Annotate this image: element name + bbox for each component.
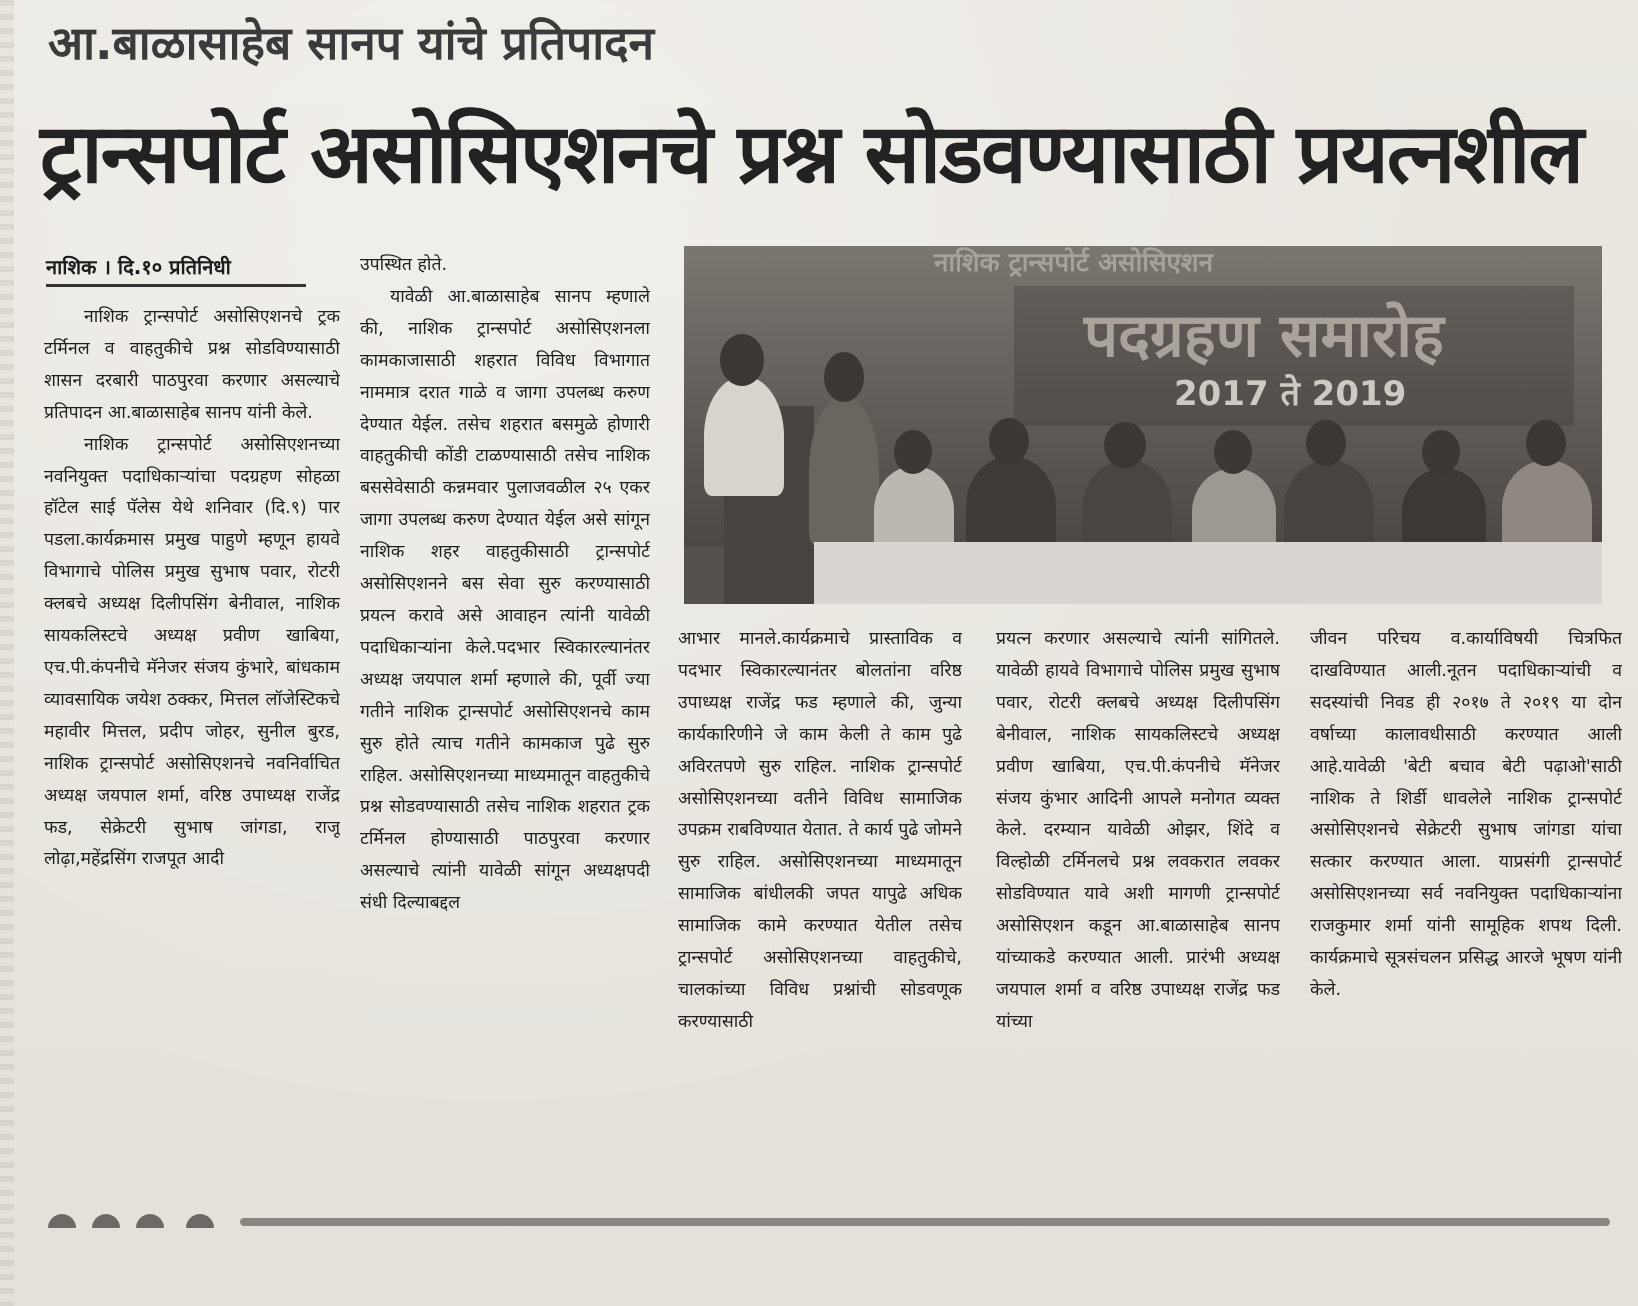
paragraph: नाशिक ट्रान्सपोर्ट असोसिएशनच्या नवनियुक्त पदाधिकाऱ्यांचा पदग्रहण सोहळा हॉटेल साई पॅलेस येथे शनिवार (दि.९) पार पडला.कार्यक्रमास प्रमुख पाहुणे म्हणून हायवे विभागाचे पोलिस प्रमुख सुभाष पवार, रोटरी क्लबचे अध्यक्ष दिलीपसिंग बेनीवाल, नाशिक सायकलिस्टचे अध्यक्ष प्रवीण खाबिया, एच.पी.कंपनीचे मॅनेजर संजय कुंभारे, बांधकाम व्यावसायिक जयेश ठक्कर, मित्तल लॉजेस्टिकचे महावीर मित्तल, प्रदीप जोहर, सुनील बुरड, नाशिक ट्रान्सपोर्ट असोसिएशनचे नवनिर्वाचित अध्यक्ष जयपाल शर्मा, वरिष्ठ उपाध्यक्ष राजेंद्र फड, सेक्रेटरी सुभाष जांगडा, राजू लोढ़ा,महेंद्रसिंग राजपूत आदी — [44, 434, 340, 870]
paragraph: प्रयत्न करणार असल्याचे त्यांनी सांगितले. यावेळी हायवे विभागाचे पोलिस प्रमुख सुभाष पवार, रोटरी क्लबचे अध्यक्ष दिलीपसिंग बेनीवाल, नाशिक सायकलिस्टचे अध्यक्ष प्रवीण खाबिया, एच.पी.कंपनीचे मॅनेजर संजय कुंभार आदिनी आपले मनोगत व्यक्त केले. दरम्यान यावेळी ओझर, शिंदे व विल्होळी टर्मिनलचे प्रश्न लवकरात लवकर सोडविण्यात यावे अशी मागणी ट्रान्सपोर्ट असोसिएशन कडून आ.बाळासाहेब सानप यांच्याकडे करण्यात आली. प्रारंभी अध्यक्ष जयपाल शर्मा व वरिष्ठ उपाध्यक्ष राजेंद्र फड यांच्या — [996, 629, 1280, 1032]
seated-guest-head — [1214, 430, 1252, 474]
speaker-head — [720, 334, 764, 386]
article-column-2 — [360, 250, 650, 1190]
article-headline: ट्रान्सपोर्ट असोसिएशनचे प्रश्न सोडवण्यासाठी प्रयत्नशील — [40, 107, 1582, 202]
event-photo — [684, 246, 1602, 604]
seated-guest-head — [1306, 420, 1346, 466]
guest-figure — [809, 396, 879, 546]
speaker-figure — [704, 376, 784, 496]
article-column-3 — [678, 624, 962, 1194]
footer-dot — [48, 1214, 76, 1228]
banner-years: 2017 ते 2019 — [1174, 374, 1407, 414]
seated-guest-head — [1104, 422, 1146, 468]
banner-title: पदग्रहण समारोह — [1084, 301, 1444, 371]
article-byline: नाशिक । दि.१० प्रतिनिधी — [46, 250, 306, 287]
footer-line — [240, 1218, 1610, 1226]
seated-guest-head — [894, 430, 932, 474]
banner-organization: नाशिक ट्रान्सपोर्ट असोसिएशन — [934, 248, 1214, 278]
paragraph: जीवन परिचय व.कार्याविषयी चित्रफित दाखविण्यात आली.नूतन पदाधिकाऱ्यांची व सदस्यांची निवड ही २०१७ ते २०१९ या दोन वर्षाच्या कालावधीसाठी करण्यात आली आहे.यावेळी 'बेटी बचाव बेटी पढ़ाओ'साठी नाशिक ते शिर्डी धावलेले नाशिक ट्रान्सपोर्ट असोसिएशनचे सेक्रेटरी सुभाष जांगडा यांचा सत्कार करण्यात आला. याप्रसंगी ट्रान्सपोर्ट असोसिएशनच्या सर्व नवनियुक्त पदाधिकाऱ्यांना राजकुमार शर्मा यांनी सामूहिक शपथ दिली. कार्यक्रमाचे सूत्रसंचलन प्रसिद्ध आरजे भूषण यांनी केले. — [1310, 629, 1622, 1000]
seated-guest-head — [989, 418, 1029, 464]
seated-guest-head — [1526, 420, 1566, 466]
seated-guest — [966, 456, 1056, 556]
stage-table — [814, 542, 1602, 604]
paragraph: यावेळी आ.बाळासाहेब सानप म्हणाले की, नाशिक ट्रान्सपोर्ट असोसिएशनला कामकाजासाठी शहरात विविध विभागात नाममात्र दरात गाळे व जागा उपलब्ध करुण देण्यात येईल. तसेच शहरात बसमुळे होणारी वाहतुकीची कोंडी टाळण्यासाठी तसेच नाशिक बससेवेसाठी कन्नमवार पुलाजवळील २५ एकर जागा उपलब्ध करुण देण्यात येईल असे सांगून नाशिक शहर वाहतुकीसाठी ट्रान्सपोर्ट असोसिएशनने बस सेवा सुरु करण्यासाठी प्रयत्न करावे असे आवाहन त्यांनी यावेळी पदाधिकाऱ्यांना केले.पदभार स्विकारल्यानंतर अध्यक्ष जयपाल शर्मा म्हणाले की, पूर्वी ज्या गतीने नाशिक ट्रान्सपोर्ट असोसिएशनचे काम सुरु होते त्याच गतीने कामकाज पुढे सुरु राहिल. असोसिएशनच्या माध्यमातून वाहतुकीचे प्रश्न सोडवण्यासाठी तसेच नाशिक शहरात ट्रक टर्मिनल होण्यासाठी पाठपुरवा करणार असल्याचे त्यांनी यावेळी सांगून अध्यक्षपदी संधी दिल्याबद्दल — [360, 286, 650, 914]
article-column-4 — [996, 624, 1280, 1194]
perforated-edge — [0, 0, 14, 1306]
paragraph: आभार मानले.कार्यक्रमाचे प्रास्ताविक व पदभार स्विकारल्यानंतर बोलतांना वरिष्ठ उपाध्यक्ष राजेंद्र फड म्हणाले की, जुन्या कार्यकारिणीने जे काम केली ते काम पुढे अविरतपणे सुरु राहिल. नाशिक ट्रान्सपोर्ट असोसिएशनच्या वतीने विविध सामाजिक उपक्रम राबविण्यात येतात. ते कार्य पुढे जोमने सुरु राहिल. असोसिएशनच्या माध्यमातून सामाजिक बांधीलकी जपत यापुढे अधिक सामाजिक कामे करण्यात येतील तसेच ट्रान्सपोर्ट असोसिएशनच्या वाहतुकीचे, चालकांच्या विविध प्रश्नांची सोडवणूक करण्यासाठी — [678, 629, 962, 1032]
footer-dot — [136, 1214, 164, 1228]
paragraph: उपस्थित होते. — [360, 255, 448, 275]
seated-guest-head — [1422, 430, 1460, 474]
footer-rule — [40, 1214, 1610, 1228]
guest-head — [824, 352, 864, 402]
article-column-1 — [44, 302, 340, 1222]
footer-dot — [92, 1214, 120, 1228]
article-column-5 — [1310, 624, 1622, 1194]
footer-dot — [186, 1214, 214, 1228]
article-kicker: आ.बाळासाहेब सानप यांचे प्रतिपादन — [48, 16, 655, 70]
paragraph: नाशिक ट्रान्सपोर्ट असोसिएशनचे ट्रक टर्मिनल व वाहतुकीचे प्रश्न सोडविण्यासाठी शासन दरबारी पाठपुरवा करणार असल्याचे प्रतिपादन आ.बाळासाहेब सानप यांनी केले. — [44, 307, 340, 423]
